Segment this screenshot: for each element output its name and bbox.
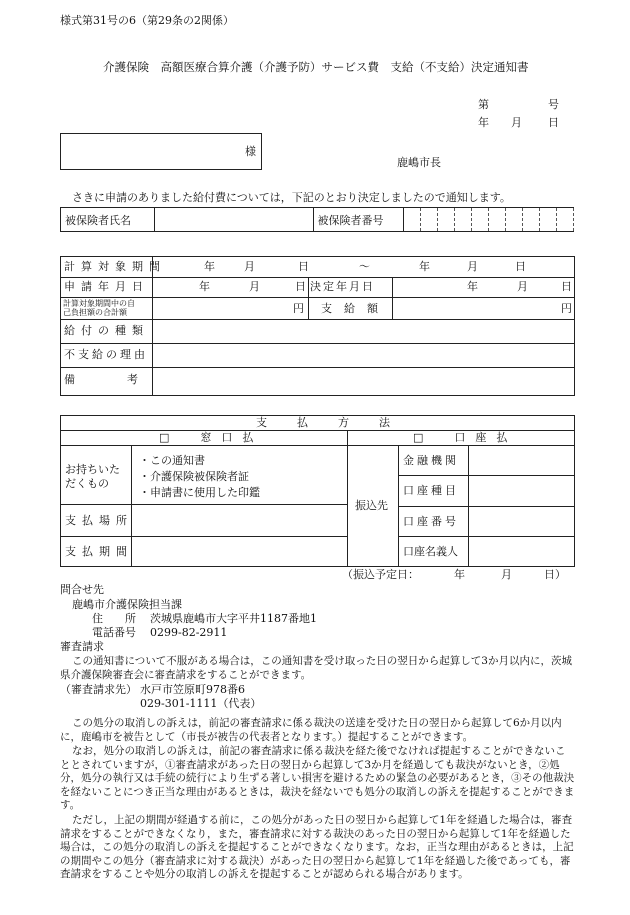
insured-number-digit[interactable] <box>506 208 523 232</box>
amount-label: 支給額 <box>321 302 390 315</box>
contact-dept: 鹿嶋市介護保険担当課 <box>72 598 182 611</box>
decision-date-label: 決定年月日 <box>310 280 375 293</box>
contact-address-label: 住 所 <box>92 612 136 625</box>
account-name-label: 口座名義人 <box>403 545 458 558</box>
reason-label: 不支給の理由 <box>64 348 148 361</box>
apply-day: 日 <box>295 280 306 293</box>
period-end-day: 日 <box>515 260 526 273</box>
issuer: 鹿嶋市長 <box>397 156 441 169</box>
scheduled-day: 日） <box>544 568 566 581</box>
decision-day: 日 <box>561 280 572 293</box>
period-end-month: 月 <box>467 260 478 273</box>
self-pay-yen: 円 <box>293 302 304 315</box>
bring-label-1: お持ちいた <box>65 463 120 476</box>
payment-table <box>60 415 575 567</box>
bank-label: 金融機関 <box>403 454 459 467</box>
addressee-box[interactable] <box>60 133 262 170</box>
note-paragraph: なお，処分の取消しの訴えは，前記の審査請求に係る裁決を経た後でなければ提起することができないこととされていますが，①審査請求があった日の翌日から起算して3か月を経過しても裁決がないとき，②処分，処分の執行又は手続の続行により生ずる著しい損害を避けるための緊急の必要があるとき，③その他裁決を経ないことにつき正当な理由があるときは，裁決を経ないでも処分の取消しの訴えを提起することができます。 <box>60 745 575 812</box>
date-day: 日 <box>548 116 559 129</box>
scheduled-month: 月 <box>501 568 512 581</box>
insured-number-digit[interactable] <box>455 208 472 232</box>
scheduled-label: （振込予定日： <box>342 568 419 581</box>
period-start-year: 年 <box>204 260 215 273</box>
insured-number-digit[interactable] <box>489 208 506 232</box>
note-paragraph: この処分の取消しの訴えは，前記の審査請求に係る裁決の送達を受けた日の翌日から起算して6か月以内に，鹿嶋市を被告として（市長が被告の代表者となります。）提起することができます。 <box>60 717 562 743</box>
insured-number-digit[interactable] <box>404 208 421 232</box>
intro-text: さきに申請のありました給付費については，下記のとおり決定しましたので通知します。 <box>72 191 511 204</box>
bring-item: ・介護保険被保険者証 <box>139 470 249 483</box>
place-label: 支払場所 <box>65 514 133 527</box>
period-label: 計算対象期間 <box>64 260 166 273</box>
apply-year: 年 <box>199 280 210 293</box>
apply-month: 月 <box>249 280 260 293</box>
insured-number-digit[interactable] <box>523 208 540 232</box>
review-text: この通知書について不服がある場合は，この通知書を受け取った日の翌日から起算して3か月以内に，茨城県介護保険審査会に審査請求をすることができます。 <box>60 655 572 681</box>
number-dai: 第 <box>478 98 489 111</box>
insured-number-digit[interactable] <box>438 208 455 232</box>
form-number: 様式第31号の6（第29条の2関係） <box>60 14 234 27</box>
bring-label-2: だくもの <box>65 477 109 490</box>
window-option[interactable]: □ 窓口払 <box>159 431 264 444</box>
amount-yen: 円 <box>561 302 572 315</box>
contact-heading: 問合せ先 <box>60 583 104 596</box>
review-dest-phone: 029-301-1111（代表） <box>140 697 262 710</box>
apply-date-label: 申請年月日 <box>64 280 149 293</box>
remarks-label: 備考 <box>64 373 190 386</box>
decision-month: 月 <box>517 280 528 293</box>
row-self-pay <box>61 297 574 320</box>
period-end-year: 年 <box>419 260 430 273</box>
document-title: 介護保険 高額医療合算介護（介護予防）サービス費 支給（不支給）決定通知書 <box>103 60 529 74</box>
insured-number-digit[interactable] <box>540 208 557 232</box>
insured-number-label: 被保険者番号 <box>313 208 404 232</box>
number-go: 号 <box>548 98 559 111</box>
details-table <box>60 256 575 396</box>
self-pay-label-2: 己負担額の合計額 <box>63 308 127 317</box>
transfer-label: 振込先 <box>355 499 388 512</box>
insured-name-label: 被保険者氏名 <box>61 208 155 232</box>
insured-number-digit[interactable] <box>421 208 438 232</box>
self-pay-label-1: 計算対象期間中の自 <box>63 299 135 308</box>
date-year: 年 <box>478 116 489 129</box>
scheduled-year: 年 <box>454 568 465 581</box>
insured-number-digit[interactable] <box>472 208 489 232</box>
insured-number-digit[interactable] <box>557 208 574 232</box>
addressee-suffix: 様 <box>245 145 256 158</box>
kind-label: 給付の種類 <box>64 324 149 337</box>
decision-year: 年 <box>467 280 478 293</box>
review-heading: 審査請求 <box>60 640 104 653</box>
insured-table <box>60 207 574 232</box>
review-dest-address: 水戸市笠原町978番6 <box>140 683 245 696</box>
review-dest-label: （審査請求先） <box>60 683 137 696</box>
insured-name-field[interactable] <box>154 208 313 232</box>
period-start-month: 月 <box>244 260 255 273</box>
account-number-label: 口座番号 <box>403 515 459 528</box>
contact-phone-label: 電話番号 <box>92 626 136 639</box>
account-type-label: 口座種目 <box>403 484 459 497</box>
period-tilde: ～ <box>359 260 370 273</box>
period-start-day: 日 <box>298 260 309 273</box>
contact-phone: 0299-82-2911 <box>150 626 228 639</box>
payment-header: 支払方法 <box>256 416 420 429</box>
account-option[interactable]: □ 口座払 <box>413 431 518 444</box>
bring-item: ・申請書に使用した印鑑 <box>139 486 260 499</box>
note-paragraph: ただし，上記の期間が経過する前に，この処分があった日の翌日から起算して1年を経過した場合は，審査請求をすることができなくなり，また，審査請求に対する裁決のあった日の翌日から起算して1年を経過した場合は，この処分の取消しの訴えを提起することができなくなります。なお，正当な理由があるときは，上記の期間やこの処分（審査請求に対する裁決）があった日の翌日から起算して1年を経過した後であっても，審査請求をすることや処分の取消しの訴えを提起することが認められる場合があります。 <box>60 814 574 881</box>
bring-item: ・この通知書 <box>139 454 205 467</box>
date-month: 月 <box>511 116 522 129</box>
contact-address: 茨城県鹿嶋市大字平井1187番地1 <box>150 612 317 625</box>
pay-period-label: 支払期間 <box>65 545 133 558</box>
